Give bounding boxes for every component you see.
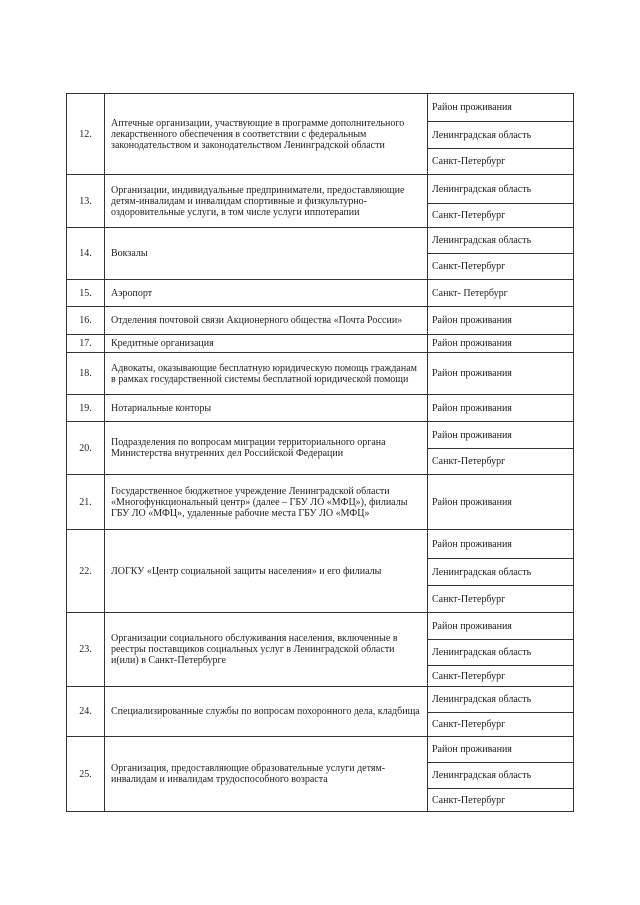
organization-description: Вокзалы — [105, 228, 428, 280]
row-number: 18. — [67, 353, 105, 395]
table-row — [67, 228, 574, 254]
location-cell: Ленинградская область — [428, 763, 574, 789]
row-number: 22. — [67, 530, 105, 613]
location-cell: Санкт-Петербург — [428, 666, 574, 687]
table-row — [67, 395, 574, 422]
organization-description: Кредитные организация — [105, 335, 428, 353]
location-cell: Район проживания — [428, 737, 574, 763]
location-cell: Санкт-Петербург — [428, 204, 574, 228]
row-number: 15. — [67, 280, 105, 307]
location-cell: Район проживания — [428, 335, 574, 353]
row-number: 16. — [67, 307, 105, 335]
location-cell: Санкт- Петербург — [428, 280, 574, 307]
row-number: 13. — [67, 175, 105, 228]
organization-description: Отделения почтовой связи Акционерного общества «Почта России» — [105, 307, 428, 335]
row-number: 25. — [67, 737, 105, 812]
row-number: 14. — [67, 228, 105, 280]
table-row — [67, 422, 574, 449]
table-row — [67, 530, 574, 559]
location-cell: Ленинградская область — [428, 228, 574, 254]
location-cell: Район проживания — [428, 353, 574, 395]
location-cell: Район проживания — [428, 395, 574, 422]
document-table — [66, 93, 574, 812]
organization-description: Организация, предоставляющие образовательные услуги детям-инвалидам и инвалидам трудоспособного возраста — [105, 737, 428, 812]
organization-description: ЛОГКУ «Центр социальной защиты населения» и его филиалы — [105, 530, 428, 613]
location-cell: Район проживания — [428, 422, 574, 449]
location-cell: Санкт-Петербург — [428, 586, 574, 613]
table-row — [67, 353, 574, 395]
table-row — [67, 175, 574, 204]
organization-description: Государственное бюджетное учреждение Ленинградской области «Многофункциональный центр» (далее – ГБУ ЛО «МФЦ»), филиалы ГБУ ЛО «МФЦ», удаленные рабочие места ГБУ ЛО «МФЦ» — [105, 475, 428, 530]
location-cell: Санкт-Петербург — [428, 449, 574, 475]
location-cell: Район проживания — [428, 530, 574, 559]
location-cell: Ленинградская область — [428, 122, 574, 149]
row-number: 21. — [67, 475, 105, 530]
table-row — [67, 613, 574, 640]
location-cell: Район проживания — [428, 94, 574, 122]
organization-description: Организации, индивидуальные предприниматели, предоставляющие детям-инвалидам и инвалидам спортивные и физкультурно-оздоровительные услуги, в том числе услуги иппотерапии — [105, 175, 428, 228]
organization-description: Подразделения по вопросам миграции территориального органа Министерства внутренних дел Российской Федерации — [105, 422, 428, 475]
row-number: 20. — [67, 422, 105, 475]
location-cell: Район проживания — [428, 475, 574, 530]
table-row — [67, 94, 574, 122]
row-number: 12. — [67, 94, 105, 175]
location-cell: Район проживания — [428, 613, 574, 640]
table-row — [67, 737, 574, 763]
row-number: 23. — [67, 613, 105, 687]
organization-description: Организации социального обслуживания населения, включенные в реестры поставщиков социальных услуг в Ленинградской области и(или) в Санкт-Петербурге — [105, 613, 428, 687]
table-row — [67, 280, 574, 307]
location-cell: Район проживания — [428, 307, 574, 335]
row-number: 24. — [67, 687, 105, 737]
location-cell: Ленинградская область — [428, 687, 574, 713]
organization-description: Адвокаты, оказывающие бесплатную юридическую помощь гражданам в рамках государственной системы бесплатной юридической помощи — [105, 353, 428, 395]
table-row — [67, 687, 574, 713]
organization-description: Специализированные службы по вопросам похоронного дела, кладбища — [105, 687, 428, 737]
organization-description: Аэропорт — [105, 280, 428, 307]
location-cell: Санкт-Петербург — [428, 149, 574, 175]
table-row — [67, 307, 574, 335]
location-cell: Ленинградская область — [428, 175, 574, 204]
location-cell: Санкт-Петербург — [428, 713, 574, 737]
row-number: 19. — [67, 395, 105, 422]
location-cell: Ленинградская область — [428, 640, 574, 666]
organization-description: Нотариальные конторы — [105, 395, 428, 422]
row-number: 17. — [67, 335, 105, 353]
table-row — [67, 475, 574, 530]
location-cell: Санкт-Петербург — [428, 789, 574, 812]
organization-description: Аптечные организации, участвующие в программе дополнительного лекарственного обеспечения в соответствии с федеральным законодательством и законодательством Ленинградской области — [105, 94, 428, 175]
location-cell: Санкт-Петербург — [428, 254, 574, 280]
table-row — [67, 335, 574, 353]
location-cell: Ленинградская область — [428, 559, 574, 586]
